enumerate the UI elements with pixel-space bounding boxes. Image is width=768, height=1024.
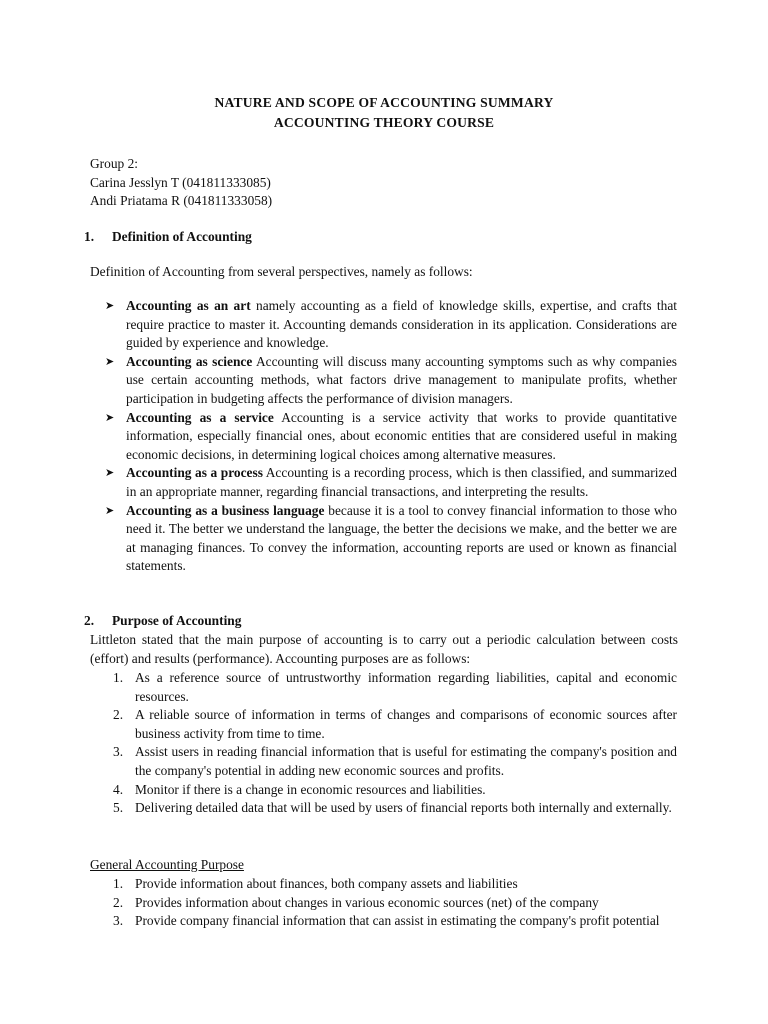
bullet-term: Accounting as a business language: [126, 502, 325, 518]
bullet-term: Accounting as an art: [126, 298, 251, 313]
section-title: Purpose of Accounting: [112, 613, 242, 628]
bullet-text: Accounting is a service activity that works to provide quantitative information, especially financial ones, about economic entities that are considered useful in making economic decisions, in determining logical choices among alternative measures.: [126, 409, 678, 462]
list-text: Provide information about finances, both company assets and liabilities: [135, 876, 518, 891]
bullet-item: [105, 297, 677, 353]
arrowhead-bullet-icon: ➤: [105, 410, 115, 424]
arrowhead-bullet-icon: ➤: [105, 354, 115, 368]
list-item: [113, 669, 677, 706]
list-text: Provide company financial information that can assist in estimating the company's profit potential: [135, 913, 660, 929]
arrowhead-bullet-icon: ➤: [105, 466, 115, 480]
arrowhead-bullet-icon: ➤: [105, 503, 115, 517]
list-item: [113, 743, 677, 780]
list-number: 4.: [113, 781, 124, 797]
bullet-item: [105, 502, 677, 576]
document-title: NATURE AND SCOPE OF ACCOUNTING SUMMARY: [214, 95, 554, 110]
bullet-item: [105, 464, 677, 501]
section-number: 1.: [84, 229, 95, 244]
group-label: Group 2:: [90, 156, 138, 171]
section-2-heading: [84, 613, 241, 629]
list-text: Provides information about changes in various economic sources (net) of the company: [135, 894, 599, 910]
bullet-text: Accounting will discuss many accounting symptoms such as why companies use certain accounting methods, what factors drive management to manipulate profits, whether participation in budgeting affects the performance of division managers.: [126, 353, 678, 406]
list-text: Monitor if there is a change in economic resources and liabilities.: [135, 781, 486, 797]
list-item: [113, 799, 677, 818]
section-1-heading: [84, 229, 252, 245]
section-title: Definition of Accounting: [112, 229, 252, 244]
purpose-numbered-list: [113, 669, 677, 818]
list-text: Delivering detailed data that will be used by users of financial reports both internally and externally.: [135, 800, 672, 816]
list-number: 3.: [113, 913, 124, 929]
list-item: [113, 875, 693, 894]
list-number: 2.: [113, 707, 124, 723]
group-info: [90, 155, 272, 211]
list-number: 1.: [113, 876, 124, 891]
bullet-item: [105, 409, 677, 465]
list-number: 5.: [113, 800, 124, 816]
list-number: 1.: [113, 670, 124, 685]
arrowhead-bullet-icon: ➤: [105, 299, 115, 312]
bullet-term: Accounting as a process: [126, 465, 263, 481]
bullet-term: Accounting as science: [126, 353, 253, 369]
section-1-intro: Definition of Accounting from several perspectives, namely as follows:: [90, 264, 473, 279]
bullet-text: namely accounting as a field of knowledge skills, expertise, and crafts that require practice to master it. Accounting demands consideration in its application. Considerations are guided by experience and knowledge.: [126, 298, 677, 351]
section-2-intro: Littleton stated that the main purpose of accounting is to carry out a periodic calculation between costs (effort) and results (performance). Accounting purposes are as follows:: [90, 632, 678, 666]
definition-bullet-list: [105, 297, 677, 576]
bullet-term: Accounting as a service: [126, 409, 274, 425]
bullet-text: because it is a tool to convey financial information to those who need it. The better we understand the language, the better the decisions we make, and the better we are at managing finances. To convey the information, accounting reports are used or known as financial statements.: [126, 502, 677, 574]
list-number: 3.: [113, 744, 124, 760]
general-purpose-heading: General Accounting Purpose: [90, 857, 244, 872]
bullet-text: Accounting is a recording process, which is then classified, and summarized in an appropriate manner, regarding financial transactions, and interpreting the results.: [126, 465, 677, 499]
list-item: [113, 706, 677, 743]
list-item: [113, 894, 693, 913]
list-item: [113, 781, 677, 800]
general-purpose-list: [113, 875, 693, 931]
list-text: Assist users in reading financial information that is useful for estimating the company's position and the company's potential in adding new economic sources and profits.: [135, 744, 677, 778]
list-text: A reliable source of information in terms of changes and comparisons of economic sources after business activity from time to time.: [135, 707, 677, 741]
group-member: Carina Jesslyn T (041811333085): [90, 174, 271, 190]
list-item: [113, 912, 693, 931]
list-text: As a reference source of untrustworthy information regarding liabilities, capital and economic resources.: [135, 670, 677, 704]
bullet-item: [105, 353, 677, 409]
document-subtitle: ACCOUNTING THEORY COURSE: [273, 115, 495, 130]
list-number: 2.: [113, 894, 124, 910]
group-member: Andi Priatama R (041811333058): [90, 193, 273, 208]
section-number: 2.: [84, 613, 95, 628]
